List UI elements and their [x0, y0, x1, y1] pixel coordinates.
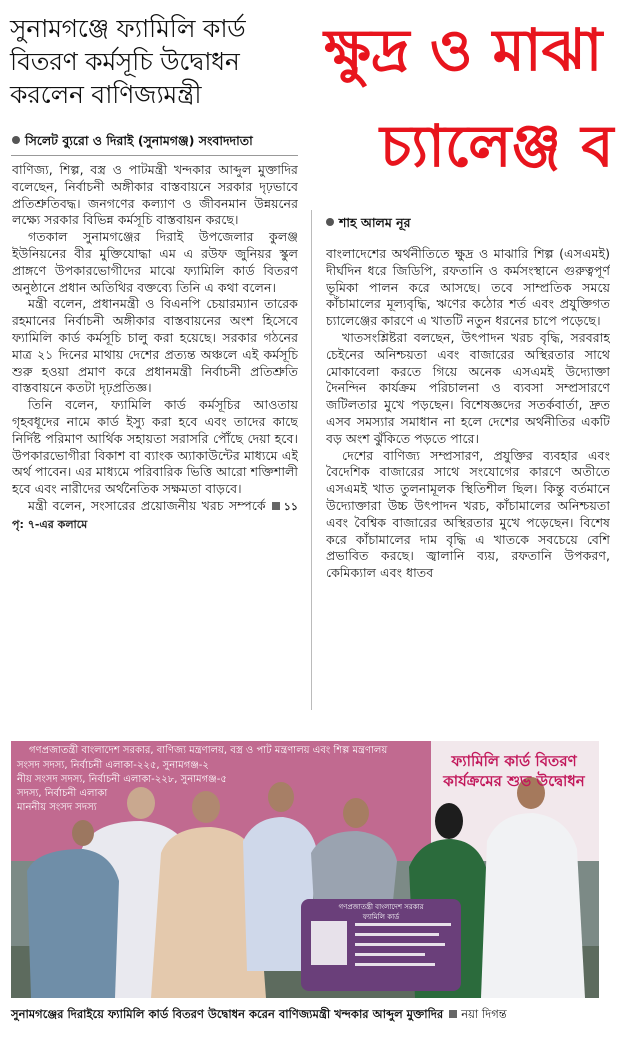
banner-line: মাননীয় সংসদ সদস্য — [17, 802, 97, 813]
banner-line: নীয় সংসদ সদস্য, নির্বাচনী এলাকা-২২৮, সুনামগঞ্জ-৫ — [17, 774, 227, 785]
right-byline — [326, 215, 410, 235]
banner-text: গণপ্রজাতন্ত্রী বাংলাদেশ সরকার, বাণিজ্য মন্ত্রণালয়, বস্ত্র ও পাট মন্ত্রণালয় এবং শিল্প মন্ত্রণালয় — [29, 745, 388, 756]
right-byline-text: শাহ আলম নূর — [339, 215, 411, 230]
right-headline-wrap — [318, 10, 619, 210]
left-paragraph: গতকাল সুনামগঞ্জের দিরাই উপজেলার কুলঞ্জ ইউনিয়নের বীর মুক্তিযোদ্ধা এম এ রউফ জুনিয়র স্কুল প্রাঙ্গণে উপকারভোগীদের মাঝে ফ্যামিলি কার্ড বিতরণ অনুষ্ঠানে প্রধান অতিথির বক্তব্যে তিনি এ কথা বলেন। — [12, 229, 298, 295]
banner-line: সংসদ সদস্য, নির্বাচনী এলাকা-২২৫, সুনামগঞ্জ-২ — [17, 760, 209, 771]
left-paragraph — [12, 498, 298, 534]
left-byline — [12, 133, 253, 153]
bullet-icon — [12, 136, 20, 144]
left-byline-rule — [11, 155, 298, 156]
left-paragraph: মন্ত্রী বলেন, প্রধানমন্ত্রী ও বিএনপি চেয়ারম্যান তারেক রহমানের নির্বাচনী অঙ্গীকার বাস্তবায়নের অংশ হিসেবে ফ্যামিলি কার্ড কর্মসূচি চালু করা হয়েছে। সরকার গঠনের মাত্র ২১ দিনের মাথায় দেশের প্রত্যন্ত অঞ্চলে এই কর্মসূচি শুরু হওয়া প্রমাণ করে প্রধানমন্ত্রী নির্বাচনী প্রতিশ্রুতি বাস্তবায়নে কতটা দৃঢ়প্রতিজ্ঞ। — [12, 296, 298, 396]
right-paragraph: খাতসংশ্লিষ্টরা বলছেন, উৎপাদন খরচ বৃদ্ধি, সরবরাহ চেইনের অনিশ্চয়তা এবং বাজারের অস্থিরতার সাথে মোকাবেলা করতে গিয়ে অনেক এসএমই উদ্যোক্তা দৈনন্দিন কার্যক্রম পরিচালনা ও ব্যবসা সম্প্রসারণে জটিলতার মুখে পড়ছেন। বিশেষজ্ঞদের সতর্কবার্তা, দ্রুত এসব সমস্যার সমাধান না হলে দেশের অর্থনীতির একটি বড় অংশ ঝুঁকিতে পড়তে পারে। — [326, 329, 610, 446]
left-paragraph: বাণিজ্য, শিল্প, বস্ত্র ও পাটমন্ত্রী খন্দকার আব্দুল মুক্তাদির বলেছেন, নির্বাচনী অঙ্গীকার বাস্তবায়নে সরকার দৃঢ়ভাবে প্রতিশ্রুতিবদ্ধ। জনগণের কল্যাণ ও জীবনমান উন্নয়নের লক্ষ্যে সরকার বিভিন্ন কর্মসূচি বাস্তবায়ন করছে। — [12, 162, 298, 228]
card-title: গণপ্রজাতন্ত্রী বাংলাদেশ সরকার — [338, 903, 424, 911]
left-paragraph-last-text: মন্ত্রী বলেন, সংসারের প্রয়োজনীয় খরচ সম্পর্কে — [28, 497, 266, 513]
banner-lines — [17, 759, 417, 815]
column-divider — [311, 210, 312, 710]
bullet-icon — [326, 218, 334, 226]
right-paragraph: দেশের বাণিজ্য সম্প্রসারণ, প্রযুক্তির ব্যবহার এবং বৈদেশিক বাজারের সাথে সংযোগের কারণে অতীতে এসএমই খাত তুলনামূলক স্থিতিশীল ছিল। কিন্তু বর্তমানে উদ্যোক্তারা উচ্চ উৎপাদন খরচ, কাঁচামালের অনিশ্চয়তা এবং বৈশ্বিক বাজারের অস্থিরতার মুখে পড়েছেন। বিশেষ করে কাঁচামালের দাম বৃদ্ধি এ খাতকে সবচেয়ে বেশি প্রভাবিত করছে। জ্বালানি ব্যয়, রফতানি উপকরণ, কেমিক্যাল এবং ধাতব — [326, 447, 610, 581]
left-byline-text: সিলেট ব্যুরো ও দিরাই (সুনামগঞ্জ) সংবাদদাতা — [25, 133, 253, 148]
right-paragraph: বাংলাদেশের অর্থনীতিতে ক্ষুদ্র ও মাঝারি শিল্প (এসএমই) দীর্ঘদিন ধরে জিডিপি, রফতানি ও কর্মসংস্থানে গুরুত্বপূর্ণ ভূমিকা পালন করে আসছে। তবে সাম্প্রতিক সময়ে কাঁচামালের মূল্যবৃদ্ধি, ঋণের কঠোর শর্ত এবং প্রযুক্তিগত চ্যালেঞ্জের কারণে এ খাতটি নতুন ধরনের চাপে পড়েছে। — [326, 246, 610, 329]
photo-caption — [11, 1006, 599, 1025]
right-article-body — [326, 246, 610, 710]
left-article-body — [12, 162, 298, 710]
photo-credit: নয়া দিগন্ত — [461, 1007, 507, 1021]
square-bullet-icon — [272, 502, 280, 510]
left-paragraph: তিনি বলেন, ফ্যামিলি কার্ড কর্মসূচির আওতায় গৃহবধূদের নামে কার্ড ইস্যু করা হবে এবং তাদের কাছে নির্দিষ্ট পরিমাণ আর্থিক সহায়তা সরাসরি পৌঁছে দেয়া হবে। উপকারভোগীরা বিকাশ বা ব্যাংক অ্যাকাউন্টের মাধ্যমে এই অর্থ পাবেন। এর মাধ্যমে পরিবারিক ভিত্তি আরো শক্তিশালী হবে এবং নারীদের অর্থনৈতিক সক্ষমতা বাড়বে। — [12, 397, 298, 497]
banner-line: সদস্য, নির্বাচনী এলাকা — [17, 788, 108, 799]
caption-text: সুনামগঞ্জের দিরাইয়ে ফ্যামিলি কার্ড বিতরণ উদ্বোধন করেন বাণিজ্যমন্ত্রী খন্দকার আব্দুল মুক্তাদির — [11, 1007, 444, 1021]
sign-text: ফ্যামিলি কার্ড বিতরণ কার্যক্রমের শুভ উদ্বোধন — [443, 752, 585, 790]
square-bullet-icon — [449, 1010, 457, 1018]
right-headline-line1: ক্ষুদ্র ও মাঝা — [324, 16, 603, 84]
card-subtitle: ফ্যামিলি কার্ড — [362, 913, 400, 921]
left-headline: সুনামগঞ্জে ফ্যামিলি কার্ড বিতরণ কর্মসূচি উদ্বোধন করলেন বাণিজ্যমন্ত্রী — [10, 14, 246, 109]
event-photo — [11, 741, 599, 998]
right-headline-line2: চ্যালেঞ্জ ব — [380, 112, 614, 180]
jump-text: ১১ পৃ: ৭-এর কলামে — [12, 499, 298, 531]
